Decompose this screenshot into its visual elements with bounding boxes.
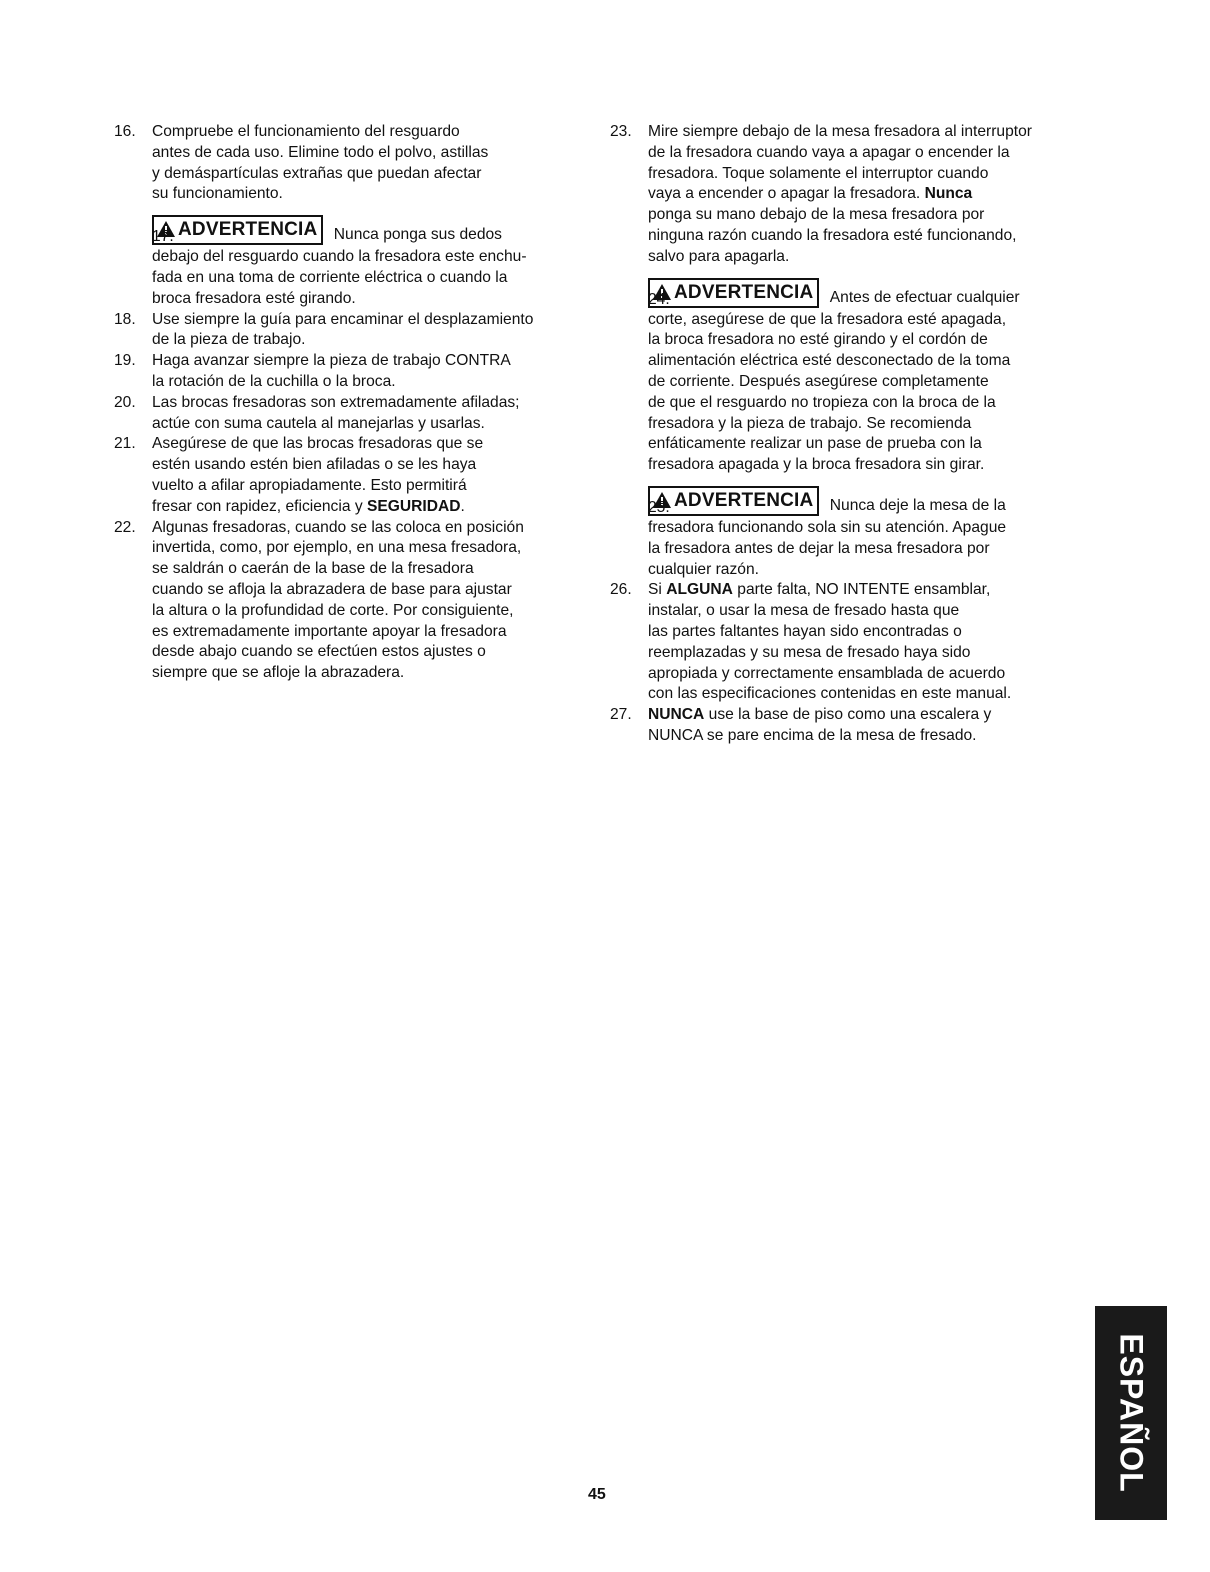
item-number: 24. (648, 290, 670, 308)
item-text-line: y demáspartículas extrañas que puedan afectar (152, 164, 482, 182)
item-text-line: Mire siempre debajo de la mesa fresadora al interruptor (648, 123, 1032, 140)
item-text-line: fresar con rapidez, eficiencia y SEGURIDAD. (152, 497, 465, 515)
item-text-line: con las especificaciones contenidas en este manual. (648, 685, 1012, 703)
list-item-25 (610, 486, 1088, 580)
item-text-line: fresadora. Toque solamente el interruptor cuando (648, 164, 989, 182)
item-number: 27. (610, 706, 632, 724)
emphasis-text: NUNCA (648, 706, 705, 724)
item-text-line: Las brocas fresadoras son extremadamente afiladas; (152, 393, 520, 411)
item-text-line: la broca fresadora no esté girando y el cordón de (648, 331, 988, 349)
warning-label: ADVERTENCIA (674, 281, 814, 303)
item-text-line: NUNCA use la base de piso como una escalera y (648, 706, 992, 724)
item-text-line: ninguna razón cuando la fresadora esté funcionando, (648, 226, 1017, 244)
item-text-line: Haga avanzar siempre la pieza de trabajo CONTRA (152, 352, 511, 370)
item-text-line: es extremadamente importante apoyar la fresadora (152, 622, 507, 640)
item-text-line: vaya a encender o apagar la fresadora. Nunca (648, 185, 973, 203)
language-side-tab (1095, 1306, 1167, 1520)
item-text-line: debajo del resguardo cuando la fresadora este enchu- (152, 248, 527, 266)
item-text-line: ponga su mano debajo de la mesa fresadora por (648, 206, 985, 224)
item-number: 20. (114, 393, 136, 411)
warning-label: ADVERTENCIA (178, 219, 318, 241)
item-text-line: las partes faltantes hayan sido encontradas o (648, 622, 962, 640)
item-number: 23. (610, 123, 632, 140)
item-text-line: la fresadora antes de dejar la mesa fresadora por (648, 539, 990, 557)
side-tab-label: ESPAÑOL (1113, 1333, 1150, 1493)
list-item-20 (114, 393, 554, 435)
item-text-line: de la fresadora cuando vaya a apagar o encender la (648, 143, 1010, 161)
item-text-line: broca fresadora esté girando. (152, 289, 356, 307)
item-number: 18. (114, 310, 136, 328)
item-number: 17. (152, 228, 174, 246)
list-item-21 (114, 434, 554, 517)
item-text-line: Use siempre la guía para encaminar el desplazamiento (152, 310, 534, 328)
item-text-line: de que el resguardo no tropieza con la broca de la (648, 393, 996, 411)
item-number: 26. (610, 581, 632, 599)
emphasis-text: SEGURIDAD (366, 497, 461, 515)
list-item-17 (114, 215, 554, 309)
item-text-line: vuelto a afilar apropiadamente. Esto permitirá (152, 476, 467, 494)
item-text-line: actúe con suma cautela al manejarlas y usarlas. (152, 414, 485, 432)
item-text-line: Antes de efectuar cualquier (829, 288, 1020, 306)
item-text-line: fresadora funcionando sola sin su atención. Apague (648, 518, 1007, 536)
left-column (114, 122, 554, 684)
item-text-line: Si ALGUNA parte falta, NO INTENTE ensamblar, (648, 581, 991, 599)
item-number: 21. (114, 435, 136, 453)
item-text-line: invertida, como, por ejemplo, en una mesa fresadora, (152, 539, 522, 557)
list-item-23 (610, 122, 1088, 268)
item-text-line: fresadora y la pieza de trabajo. Se recomienda (648, 414, 972, 432)
item-text-line: apropiada y correctamente ensamblada de acuerdo (648, 664, 1006, 682)
item-text-line: Asegúrese de que las brocas fresadoras que se (152, 435, 484, 453)
item-text-line: instalar, o usar la mesa de fresado hasta que (648, 602, 960, 620)
item-text-line: salvo para apagarla. (648, 247, 790, 265)
item-text-line: de la pieza de trabajo. (152, 331, 306, 349)
list-item-18 (114, 310, 554, 352)
item-text-line: Nunca ponga sus dedos (333, 226, 502, 244)
item-text-line: cuando se afloja la abrazadera de base para ajustar (152, 580, 512, 598)
item-text-line: corte, asegúrese de que la fresadora esté apagada, (648, 310, 1007, 328)
item-text-line: de corriente. Después asegúrese completamente (648, 372, 989, 390)
item-text-line: alimentación eléctrica esté desconectado de la toma (648, 352, 1011, 370)
item-text-line: siempre que se afloje la abrazadera. (152, 664, 405, 682)
item-text-line: Nunca deje la mesa de la (829, 496, 1006, 514)
warning-label: ADVERTENCIA (674, 489, 814, 511)
item-text-line: fada en una toma de corriente eléctrica o cuando la (152, 268, 508, 286)
item-text-line: cualquier razón. (648, 560, 759, 578)
item-text-line: Algunas fresadoras, cuando se las coloca en posición (152, 518, 524, 536)
item-text-line: se saldrán o caerán de la base de la fresadora (152, 560, 474, 578)
list-item-27 (610, 705, 1088, 747)
item-number: 25. (648, 498, 670, 516)
right-column (610, 122, 1088, 747)
item-text-line: NUNCA se pare encima de la mesa de fresado. (648, 726, 977, 744)
item-number: 19. (114, 352, 136, 370)
item-text-line: Compruebe el funcionamiento del resguardo (152, 123, 460, 140)
item-text-line: desde abajo cuando se efectúen estos ajustes o (152, 643, 486, 661)
item-text-line: antes de cada uso. Elimine todo el polvo, astillas (152, 143, 489, 161)
list-item-26 (610, 580, 1088, 705)
list-item-22 (114, 518, 554, 684)
item-text-line: la altura o la profundidad de corte. Por consiguiente, (152, 601, 514, 619)
emphasis-text: Nunca (924, 185, 973, 203)
list-item-24 (610, 278, 1088, 476)
item-number: 16. (114, 123, 136, 140)
emphasis-text: ALGUNA (666, 581, 733, 599)
item-text-line: reemplazadas y su mesa de fresado haya sido (648, 643, 971, 661)
item-text-line: enfáticamente realizar un pase de prueba con la (648, 435, 982, 453)
page-number: 45 (588, 1486, 606, 1503)
item-text-line: estén usando estén bien afiladas o se les haya (152, 456, 477, 474)
list-item-16 (114, 122, 554, 205)
item-text-line: la rotación de la cuchilla o la broca. (152, 372, 396, 390)
item-text-line: su funcionamiento. (152, 185, 283, 203)
list-item-19 (114, 351, 554, 393)
item-number: 22. (114, 518, 136, 536)
item-text-line: fresadora apagada y la broca fresadora sin girar. (648, 456, 985, 474)
